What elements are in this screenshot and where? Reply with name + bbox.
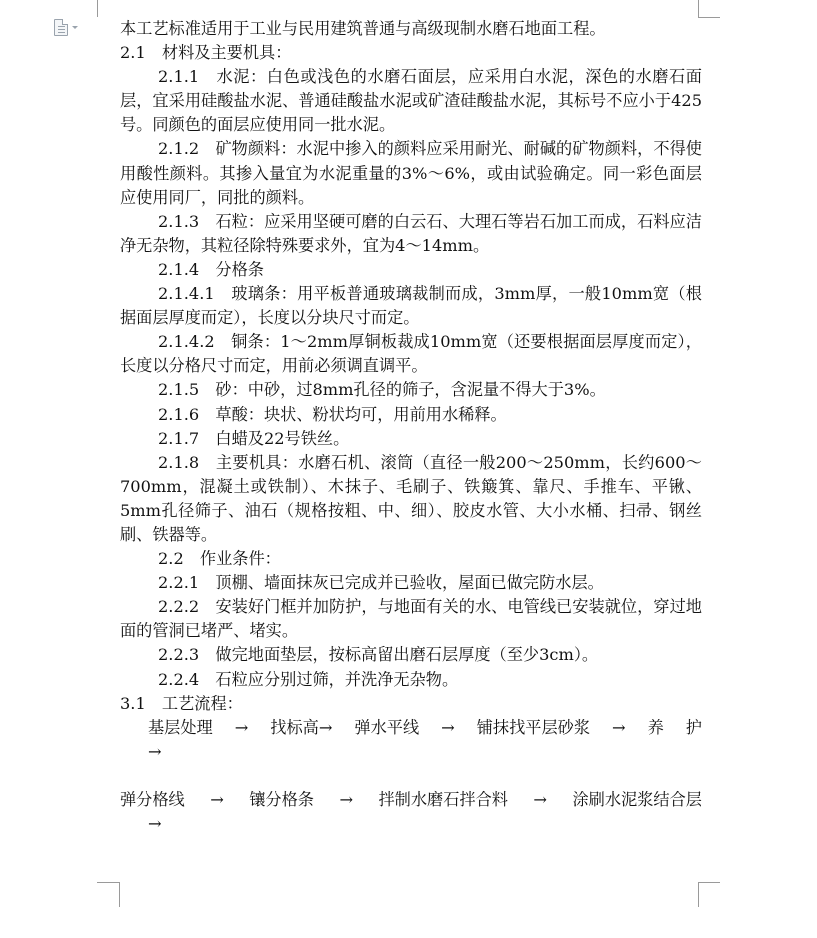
- flow-arrow: →: [234, 717, 249, 737]
- flow-arrow: →: [441, 717, 455, 737]
- flow-step: 弹分格线: [120, 789, 185, 809]
- process-flow-line-1: [120, 716, 702, 740]
- paragraph-2-1-4-2: 2.1.4.2 铜条：1～2mm厚铜板裁成10mm宽（还要根据面层厚度而定），长度以分格尺寸而定，用前必须调直调平。: [120, 332, 702, 376]
- paragraph-intro: 本工艺标准适用于工业与民用建筑普通与高级现制水磨石地面工程。: [120, 19, 606, 38]
- paragraph-2-1-6: 2.1.6 草酸：块状、粉状均可，用前用水稀释。: [158, 404, 507, 424]
- heading-3-1: 3.1 工艺流程：: [120, 693, 243, 713]
- paragraph-2-1-7: 2.1.7 白蜡及22号铁丝。: [158, 428, 350, 448]
- crop-mark-top-right-v: [698, 0, 699, 17]
- flow-arrow: →: [612, 717, 626, 737]
- flow-arrow: →: [210, 789, 224, 809]
- heading-2-1: 2.1 材料及主要机具：: [120, 43, 292, 63]
- paragraph-2-1-4-1: 2.1.4.1 玻璃条：用平板普通玻璃裁制而成，3mm厚，一般10mm宽（根据面层厚度而定），长度以分块尺寸而定。: [120, 284, 702, 328]
- crop-mark-bottom-left-v: [119, 882, 120, 907]
- paragraph-2-1-2: 2.1.2 矿物颜料：水泥中掺入的颜料应采用耐光、耐碱的矿物颜料，不得使用酸性颜料。其掺入量宜为水泥重量的3%～6%，或由试验确定。同一彩色面层应使用同厂，同批的颜料。: [120, 139, 702, 207]
- paragraph-2-2-2: 2.2.2 安装好门框并加防护，与地面有关的水、电管线已安装就位，穿过地面的管洞已堵严、堵实。: [120, 597, 702, 641]
- flow-step: 铺抹找平层砂浆: [476, 717, 591, 737]
- blank-line: [120, 764, 702, 788]
- paragraph-2-2-4: 2.2.4 石粒应分别过筛，并洗净无杂物。: [158, 669, 459, 689]
- process-flow-line-2: [120, 788, 702, 812]
- flow-step: 涂刷水泥浆结合层: [572, 789, 702, 809]
- paragraph-2-1-1: 2.1.1 水泥：白色或浅色的水磨石面层，应采用白水泥，深色的水磨石面层，宜采用硅酸盐水泥、普通硅酸盐水泥或矿渣硅酸盐水泥，其标号不应小于425号。同颜色的面层应使用同一批水泥。: [120, 67, 702, 135]
- paragraph-2-2-1: 2.2.1 顶棚、墙面抹灰已完成并已验收，屋面已做完防水层。: [158, 573, 604, 593]
- flow-arrow: →: [339, 789, 354, 809]
- heading-2-2: 2.2 作业条件：: [158, 549, 281, 569]
- paragraph-2-2-3: 2.2.3 做完地面垫层，按标高留出磨石层厚度（至少3cm）。: [158, 645, 599, 665]
- document-icon[interactable]: [54, 19, 68, 36]
- crop-mark-bottom-right-h: [698, 882, 720, 883]
- paragraph-2-1-5: 2.1.5 砂：中砂，过8mm孔径的筛子，含泥量不得大于3%。: [158, 380, 606, 400]
- flow-arrow: →: [148, 814, 162, 833]
- paragraph-2-1-8: 2.1.8 主要机具：水磨石机、滚筒（直径一般200～250mm，长约600～700mm，混凝土或铁制）、木抹子、毛刷子、铁簸箕、靠尺、手推车、平锹、5mm孔径筛子、油石（规格按粗、中、细）、胶皮水管、大小水桶、扫帚、钢丝刷、铁器等。: [120, 452, 702, 544]
- heading-2-1-4: 2.1.4 分格条: [158, 259, 264, 279]
- flow-arrow: →: [148, 741, 162, 761]
- flow-step: 养: [647, 717, 664, 737]
- document-body: [120, 17, 702, 836]
- crop-mark-bottom-right-v: [698, 882, 699, 907]
- flow-step: 镶分格条: [249, 789, 314, 809]
- flow-step: 拌制水磨石拌合料: [378, 789, 508, 809]
- flow-step: 找标高→: [270, 717, 333, 737]
- crop-mark-bottom-left-h: [97, 882, 119, 883]
- flow-step: 基层处理: [148, 717, 213, 737]
- flow-arrow: →: [533, 789, 547, 809]
- flow-step: 护: [685, 717, 702, 737]
- flow-step: 弹水平线: [354, 717, 420, 737]
- chevron-down-icon[interactable]: [72, 26, 78, 29]
- paragraph-2-1-3: 2.1.3 石粒：应采用坚硬可磨的白云石、大理石等岩石加工而成，石料应洁净无杂物，其粒径除特殊要求外，宜为4～14mm。: [120, 211, 702, 255]
- crop-mark-top-left-v: [97, 0, 98, 17]
